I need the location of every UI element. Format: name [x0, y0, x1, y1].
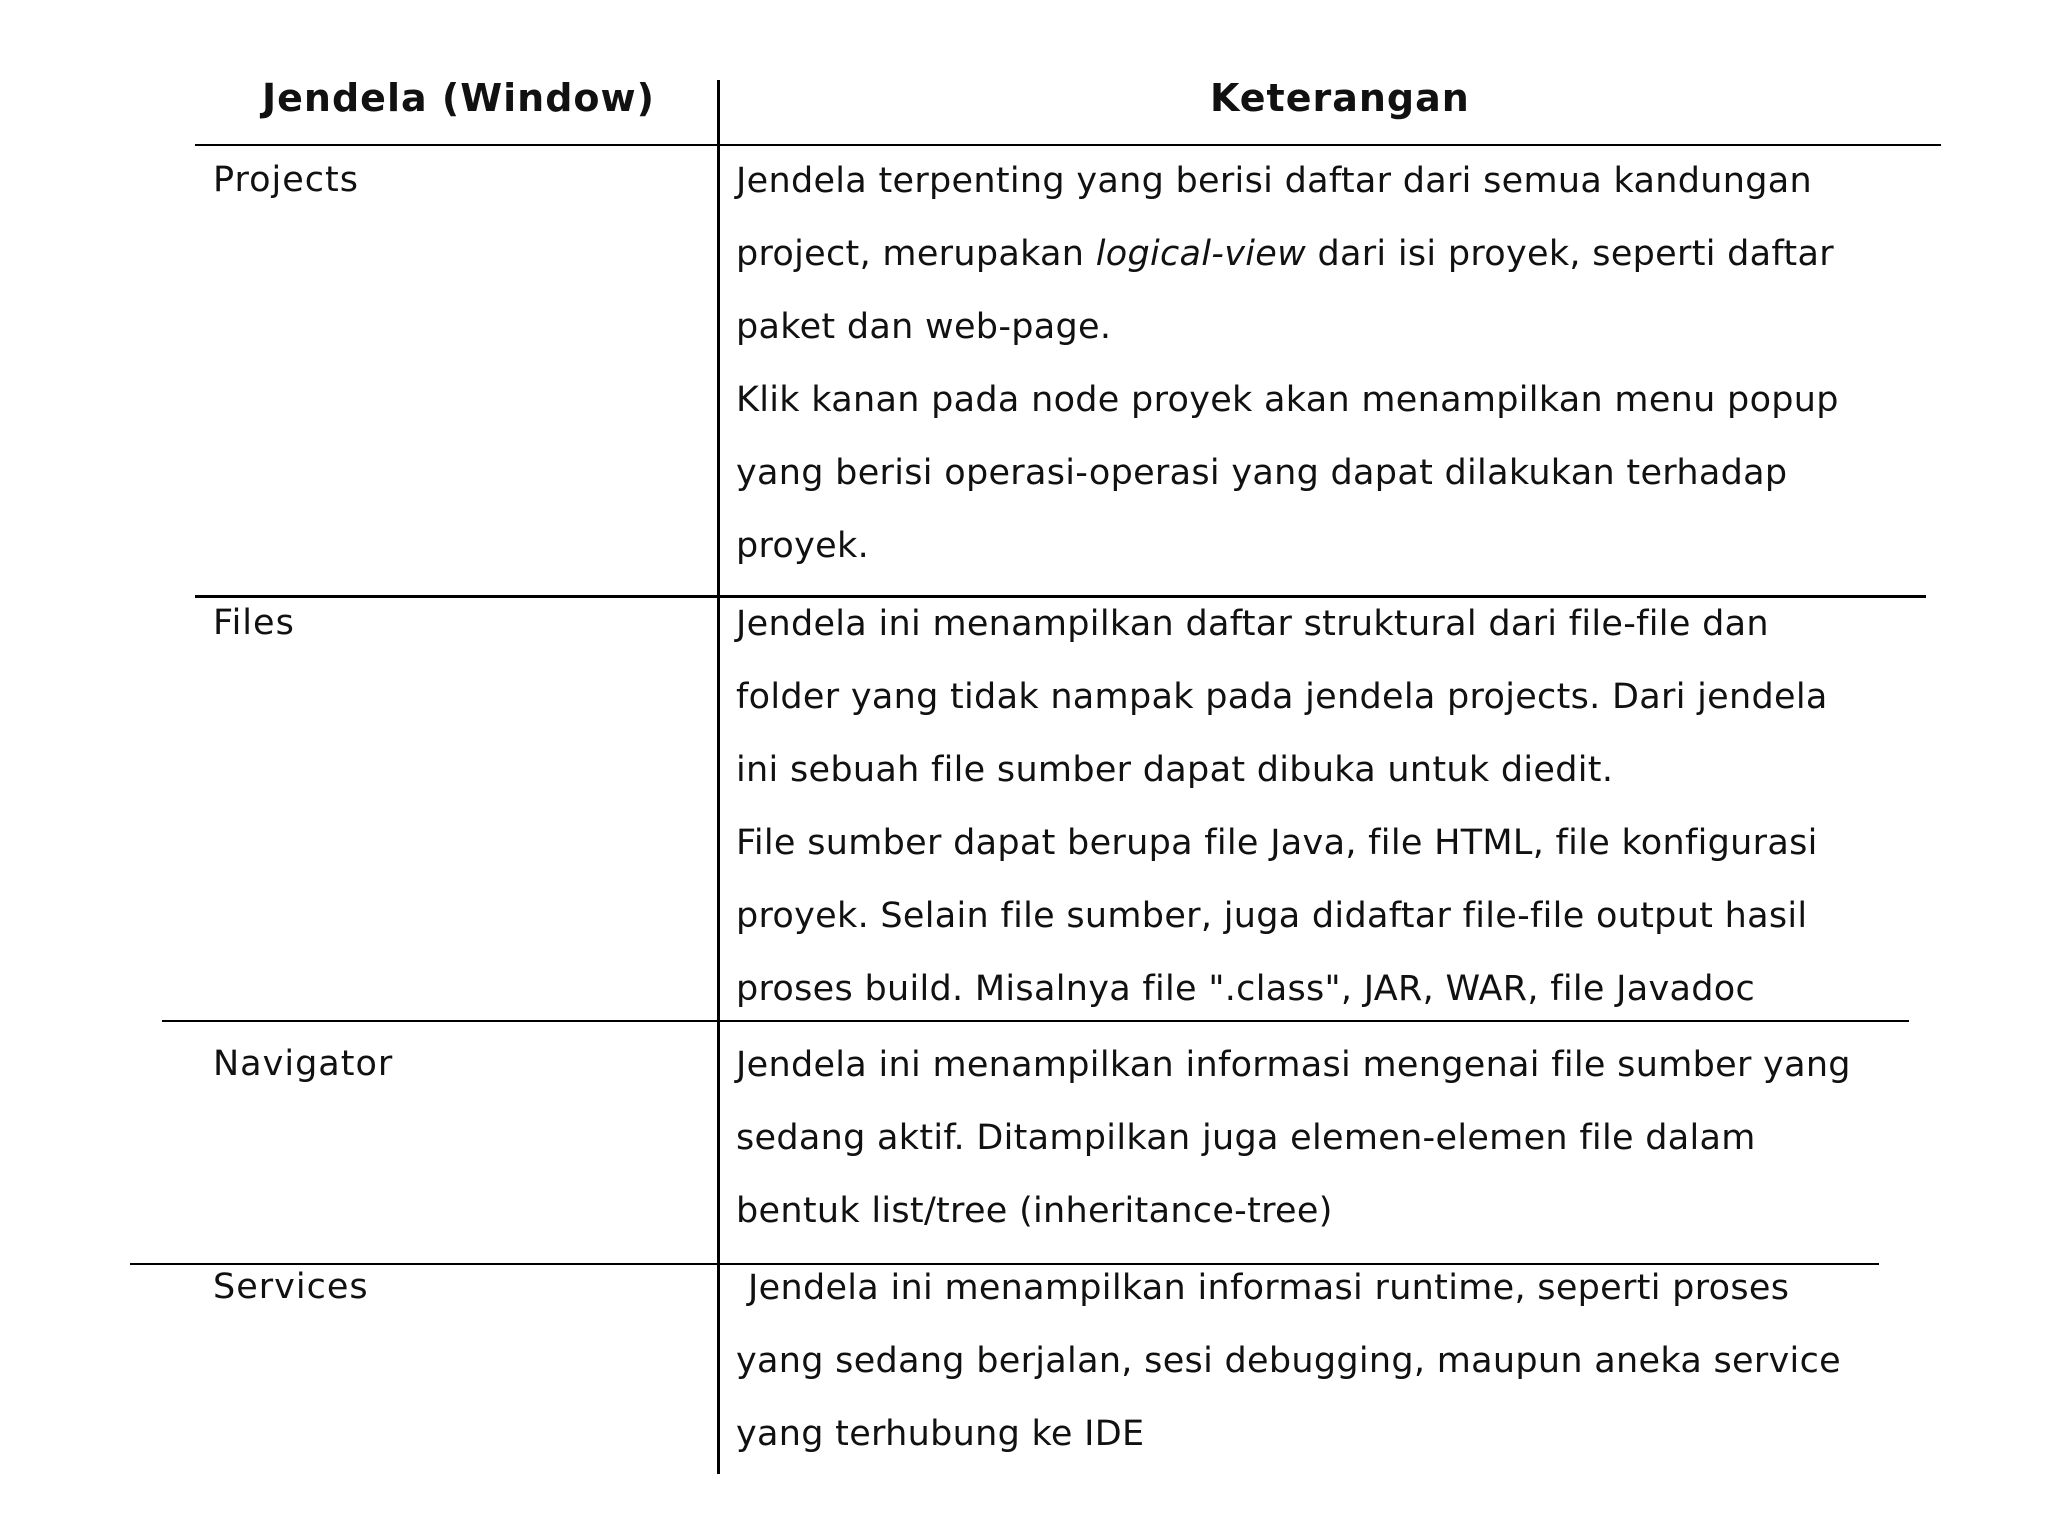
window-name-services: Services — [213, 1267, 369, 1307]
column-header-description: Keterangan — [1210, 76, 1470, 120]
description-line: proyek. — [736, 526, 869, 566]
description-line: yang terhubung ke IDE — [736, 1414, 1145, 1454]
description-line: proses build. Misalnya file ".class", JAR, WAR, file Javadoc — [736, 969, 1756, 1009]
description-projects — [736, 145, 1966, 583]
description-line: yang berisi operasi-operasi yang dapat dilakukan terhadap — [736, 453, 1788, 493]
description-files — [736, 588, 1966, 1026]
description-line: Klik kanan pada node proyek akan menampilkan menu popup — [736, 380, 1839, 420]
description-line: File sumber dapat berupa file Java, file HTML, file konfigurasi — [736, 823, 1818, 863]
description-navigator — [736, 1029, 1966, 1248]
description-line: bentuk list/tree (inheritance-tree) — [736, 1191, 1333, 1231]
description-line: Jendela ini menampilkan informasi mengenai file sumber yang — [736, 1045, 1851, 1085]
description-line: Jendela ini menampilkan informasi runtime, seperti proses — [748, 1268, 1790, 1308]
window-name-files: Files — [213, 603, 295, 643]
description-line: paket dan web-page. — [736, 307, 1112, 347]
description-line: Jendela terpenting yang berisi daftar dari semua kandungan — [736, 161, 1812, 201]
description-text: project, merupakan — [736, 234, 1096, 274]
description-line: sedang aktif. Ditampilkan juga elemen-elemen file dalam — [736, 1118, 1756, 1158]
description-services — [736, 1252, 1966, 1471]
window-name-navigator: Navigator — [213, 1044, 394, 1084]
window-name-projects: Projects — [213, 160, 359, 200]
description-line: Jendela ini menampilkan daftar struktural dari file-file dan — [736, 604, 1769, 644]
description-line: proyek. Selain file sumber, juga didaftar file-file output hasil — [736, 896, 1808, 936]
description-text: dari isi proyek, seperti daftar — [1306, 234, 1834, 274]
description-line: ini sebuah file sumber dapat dibuka untuk diedit. — [736, 750, 1614, 790]
description-line: yang sedang berjalan, sesi debugging, maupun aneka service — [736, 1341, 1841, 1381]
description-line — [736, 218, 1966, 291]
column-header-window: Jendela (Window) — [262, 76, 655, 120]
description-italic-term: logical-view — [1095, 234, 1307, 274]
description-line: folder yang tidak nampak pada jendela projects. Dari jendela — [736, 677, 1828, 717]
